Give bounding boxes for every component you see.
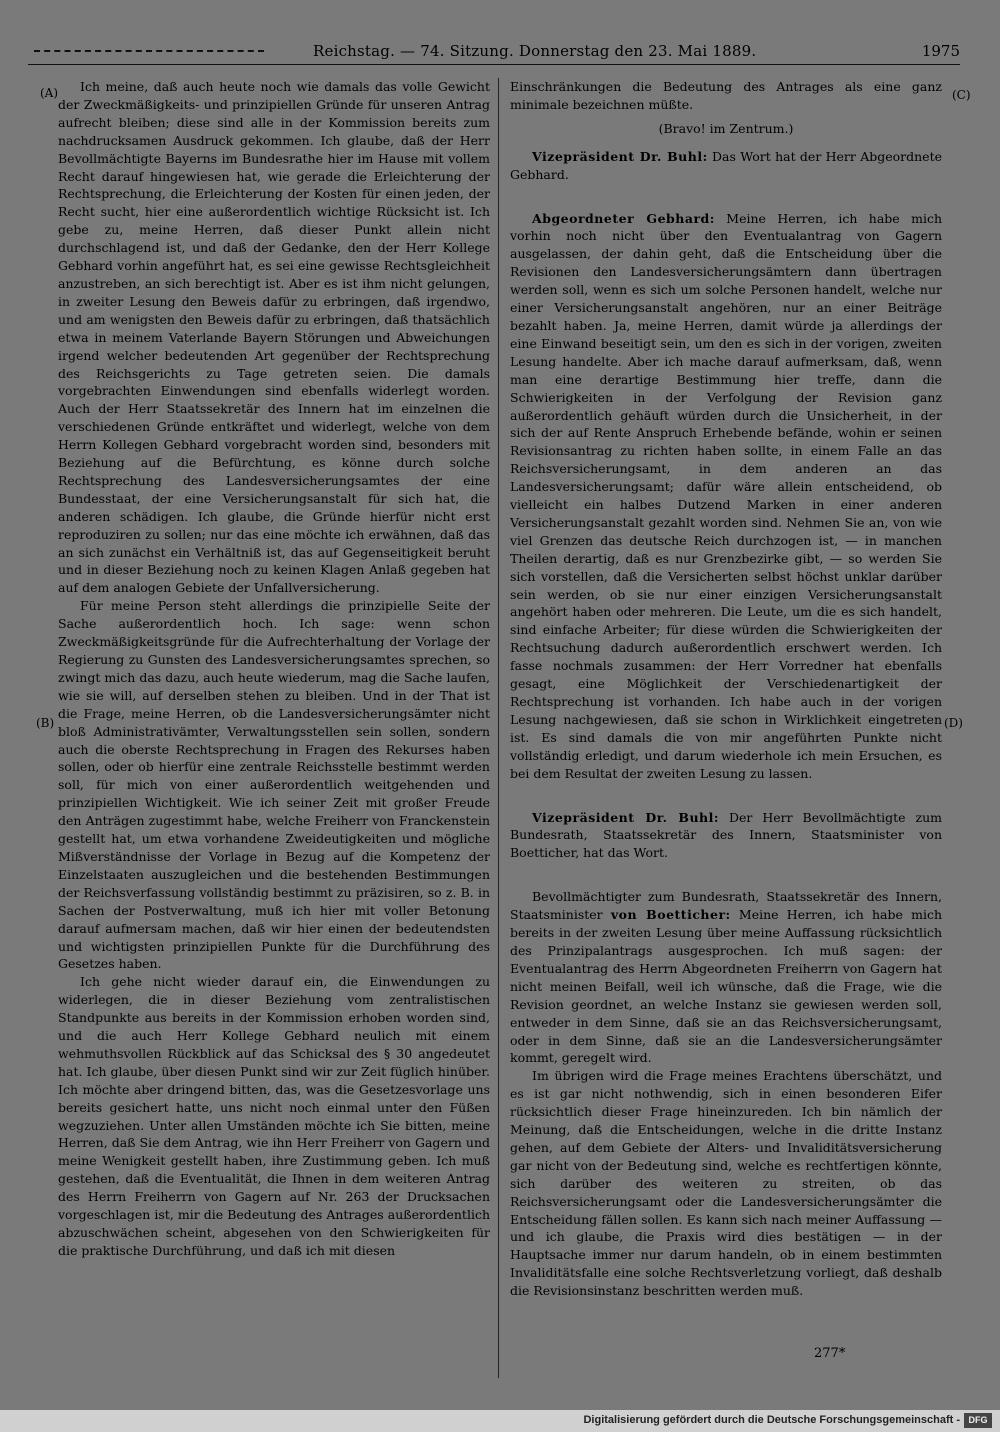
speech-text: Meine Herren, ich habe mich vorhin noch nicht über den Eventualantrag von Gagern ausgelassen, der dahin geht, daß die Entscheidung über die Revisionen den Landesversicherungsämtern dann übertragen werden soll, wenn es sich um solche Personen handelt, welche nur einer Versicherungsanstalt angehören, nur an einer Beiträge bezahlt haben. Ja, meine Herren, damit würde ja allerdings der eine Einwand beseitigt sein, um den es sich in der vorigen, zweiten Lesung handelte. Aber ich mache darauf aufmerksam, daß, wenn man eine derartige Bestimmung hier treffe, dann die Schwierigkeiten in der Verfolgung der Revision ganz außerordentlich gehäuft würden durch die Unsicherheit, in der sich der auf Rente Anspruch Erhebende befände, wohin er seinen Revisionsantrag zu richten haben sollte, in einem Falle an das Reichsversicherungsamt, in dem anderen an das Landesversicherungsamt; dafür wäre allein entscheidend, ob vielleicht ein halbes Dutzend Marken in einer anderen Versicherungsanstalt gezahlt worden sind. Nehmen Sie an, von wie viel Grenzen das deutsche Reich durchzogen ist, — in manchen Theilen derartig, daß es nur Grenzbezirke gibt, — so werden Sie sich vorstellen, daß die Versicherten selbst höchst unklar darüber sein werden, ob sie nur einer einzigen Versicherungsanstalt angehört haben oder mehreren. Die Leute, um die es sich handelt, sind einfache Arbeiter; für diese würden die Schwierigkeiten der Rechtsuchung dadurch außerordentlich erschwert werden. Ich fasse nochmals zusammen: der Herr Vorredner hat ebenfalls gesagt, eine Möglichkeit der Verschiedenartigkeit der Rechtsprechung ist vorhanden. Ich habe auch in der vorigen Lesung nachgewiesen, daß sie schon in Wirklichkeit eingetreten ist. Es sind damals die von mir angeführten Punkte nicht vollständig erledigt, und darum wiederhole ich mein Ersuchen, es bei dem Resultat der zweiten Lesung zu lassen. xyxy=(510,210,942,781)
speech-vizepraesident-2 xyxy=(510,809,942,863)
page-number: 1975 xyxy=(921,42,960,60)
left-paragraph-2: Für meine Person steht allerdings die prinzipielle Seite der Sache außerordentlich hoch. Ich sage: wenn schon Zweckmäßigkeitsgründe für die Aufrechterhaltung der Vorlage der Regierung zu Gunsten des Landesversicherungsamtes sprechen, so zwingt mich das dazu, auch heute wiederum, mag die Sache laufen, wie sie will, auf derselben stehen zu bleiben. Und in der That ist die Frage, meine Herren, ob die Landesversicherungsämter nicht bloß Administrativämter, Verwaltungsstellen sein sollen, sondern auch die oberste Rechtsprechung in Fragen des Rekurses haben sollen, oder ob hierfür eine zentrale Reichsstelle bestimmt werden soll, für mich von einer außerordentlich weitgehenden und prinzipiellen Wichtigkeit. Wie ich seiner Zeit mit großer Freude den Anträgen zugestimmt habe, welche Freiherr von Franckenstein gestellt hat, um etwa vorhandene Zweideutigkeiten und mögliche Mißverständnisse der Vorlage in Bezug auf die Kompetenz der Einzelstaaten auszugleichen und die bestehenden Bestimmungen der Reichsverfassung vollständig bestimmt zu präzisiren, so z. B. in Sachen der Postverwaltung, muß ich hier mit voller Betonung darauf aufmersam machen, daß wir hier einen der bedeutendsten und wichtigsten prinzipiellen Punkte für die Durchführung des Gesetzes haben. xyxy=(58,598,490,972)
speaker-name: Vizepräsident Dr. Buhl: xyxy=(532,148,708,164)
margin-mark-c: (C) xyxy=(952,88,971,102)
left-column xyxy=(58,78,490,1260)
header-rule-decoration xyxy=(34,50,264,52)
footer-credit: Digitalisierung gefördert durch die Deutsche Forschungsgemeinschaft - xyxy=(583,1414,960,1426)
margin-mark-b: (B) xyxy=(36,716,55,730)
right-paragraph-1: Einschränkungen die Bedeutung des Antrages als eine ganz minimale bezeichnen müßte. xyxy=(510,79,942,112)
column-divider xyxy=(498,78,499,1378)
speech-vizepraesident-1 xyxy=(510,148,942,184)
left-paragraph-3: Ich gehe nicht wieder darauf ein, die Einwendungen zu widerlegen, die in dieser Beziehung vom zentralistischen Standpunkte aus bereits in der Kommission erhoben worden sind, und die auch Herr Kollege Gebhard neulich mit einem wehmuthsvollen Rückblick auf das Schicksal des § 30 angedeutet hat. Ich glaube, über diesen Punkt sind wir zur Zeit füglich hinüber. Ich möchte aber dringend bitten, das, was die Gesetzesvorlage uns bereits gesichert hatte, uns nicht noch einmal unter den Füßen wegzuziehen. Unter allen Umständen möchte ich Sie bitten, meine Herren, daß Sie dem Antrag, wie ihn Herr Freiherr von Gagern und meine Wenigkeit gestellt haben, ihre Zustimmung geben. Ich muß gestehen, daß die Eventualität, die Ihnen in dem weiteren Antrag des Herrn Freiherrn von Gagern auf Nr. 263 der Drucksachen vorgeschlagen ist, mir die Bedeutung des Antrages außerordentlich abzuschwächen scheint, abgesehen von den Schwierigkeiten für die praktische Durchführung, und daß ich mit diesen xyxy=(58,974,490,1258)
running-header xyxy=(28,38,960,65)
signature-mark: 277* xyxy=(814,1346,846,1361)
left-paragraph-1: Ich meine, daß auch heute noch wie damals das volle Gewicht der Zweckmäßigkeits- und prinzipiellen Gründe für unseren Antrag aufrecht bleiben; diese sind alle in der Kommission bereits zum nachdrucksamen Ausdruck gekommen. Ich glaube, daß der Herr Bevollmächtigte Bayerns im Bundesrathe hier im Hause mit vollem Recht darauf hingewiesen hat, wie gerade die Erleichterung der Rechtsprechung, die Erleichterung der Kosten für einen jeden, der Recht sucht, hier eine außerordentlich wichtige Rücksicht ist. Ich gebe zu, meine Herren, daß dieser Punkt allein nicht durchschlagend ist, und daß der Gedanke, den der Herr Kollege Gebhard vorhin angeführt hat, es sei eine gewisse Rechtsgleichheit anzustreben, an sich berechtigt ist. Aber es ist ihm nicht gelungen, in zweiter Lesung den Beweis dafür zu erbringen, daß irgendwo, und am wenigsten den Beweis dafür zu erbringen, daß thatsächlich etwa in meinem Vaterlande Bayern Störungen und Abweichungen irgend welcher bedeutenden Art gegenüber der Rechtsprechung des Reichsgerichts zu Tage getreten seien. Die damals vorgebrachten Einwendungen sind ebenfalls widerlegt worden. Auch der Herr Staatssekretär des Innern hat im einzelnen die verschiedenen Gründe entkräftet und widerlegt, welche von dem Herrn Kollegen Gebhard vorgebracht worden sind, besonders mit Beziehung auf die Befürchtung, es könne durch solche Rechtsprechung des Landesversicherungsamtes der eine Bundesstaat, der eine Versicherungsanstalt für sich hat, die anderen schädigen. Ich glaube, die Gründe hierfür nicht erst reproduziren zu sollen; nur das eine möchte ich erwähnen, daß das an sich zunächst ein Verhältniß ist, das auf Gegenseitigkeit beruht und in dieser Beziehung noch zu keinen Klagen Anlaß gegeben hat auf dem analogen Gebiete der Unfallversicherung. xyxy=(58,79,490,596)
right-column xyxy=(510,78,942,1300)
speech-text: Der Herr Bevollmächtigte zum Bundesrath, Staatssekretär des Innern, Staatsminister von Boetticher, hat das Wort. xyxy=(510,809,942,861)
speech-gebhard xyxy=(510,210,942,783)
speaker-name: von Boetticher: xyxy=(610,907,731,923)
margin-mark-a: (A) xyxy=(40,86,59,100)
speaker-name: Abgeordneter Gebhard: xyxy=(532,210,715,226)
speaker-name: Vizepräsident Dr. Buhl: xyxy=(532,809,719,825)
speech-boetticher xyxy=(510,888,942,1067)
speech-boetticher-continued: Im übrigen wird die Frage meines Erachtens überschätzt, und es ist gar nicht nothwendig, sich in einen besonderen Eifer rücksichtlich dieser Frage hineinzureden. Ich bin nämlich der Meinung, daß die Entscheidungen, welche in die dritte Instanz gehen, auf dem Gebiete der Alters- und Invaliditätsversicherung gar nicht von der Bedeutung sind, welche es rechtfertigen könnte, sich darüber des weiteren zu streiten, ob das Reichsversicherungsamt oder die Landesversicherungsämter die Entscheidung fällen sollen. Es kann sich nach meiner Auffassung — und ich glaube, die Praxis wird dies bestätigen — in der Hauptsache immer nur darum handeln, ob in einem bestimmten Invaliditätsfalle eine solche Rechtsverletzung vorliegt, daß deshalb die Revisionsinstanz beschritten werden muß. xyxy=(510,1068,942,1299)
header-title: Reichstag. — 74. Sitzung. Donnerstag den 23. Mai 1889. xyxy=(313,42,757,60)
margin-mark-d: (D) xyxy=(944,716,963,730)
applause-note: (Bravo! im Zentrum.) xyxy=(658,120,794,136)
speaker-intro: Bevollmächtigter zum Bundesrath, Staatssekretär des Innern, Staatsminister xyxy=(510,889,942,923)
footer-bar xyxy=(0,1410,1000,1432)
speech-text: Meine Herren, ich habe mich bereits in der zweiten Lesung über meine Auffassung rücksichtlich des Prinzipalantrags ausgesprochen. Ich muß sagen: der Eventualantrag des Herrn Abgeordneten Freiherrn von Gagern hat nicht meinen Beifall, weil ich wünsche, daß die Frage, wie die Revision geordnet, an welche Instanz sie gewiesen werden soll, entweder in dem Sinne, daß sie an das Reichsversicherungsamt, oder in dem Sinne, daß sie an die Landesversicherungsämter kommt, geregelt wird. xyxy=(510,907,942,1066)
dfg-logo-icon: DFG xyxy=(964,1413,992,1428)
speech-text: Das Wort hat der Herr Abgeordnete Gebhard. xyxy=(510,148,942,182)
